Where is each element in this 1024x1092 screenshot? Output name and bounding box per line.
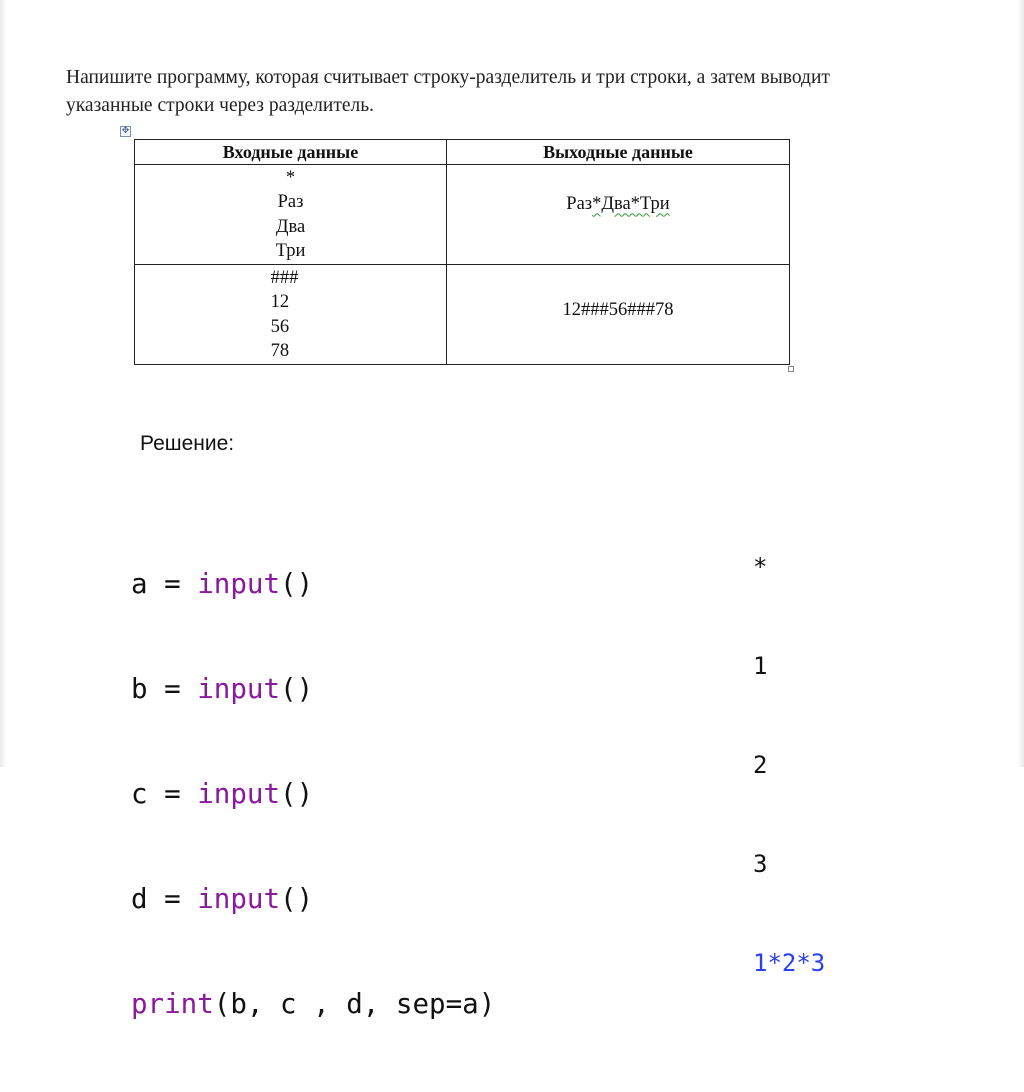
code-line: b = input() <box>131 673 314 705</box>
output-text-part: Раз <box>566 194 593 215</box>
table-resize-handle[interactable] <box>788 366 794 372</box>
input-cell <box>135 165 447 265</box>
console-line: 3 <box>753 850 768 878</box>
output-text: 12###56###78 <box>562 300 674 321</box>
code-block <box>131 497 495 1092</box>
input-line: Два <box>275 216 306 237</box>
header-input: Входные данные <box>135 140 447 165</box>
code-line: print(b, c , d, sep=a) <box>131 988 496 1020</box>
table-header-row <box>135 140 790 165</box>
console-result: 1*2*3 <box>753 949 826 977</box>
output-text-spellcheck: *Два*Три <box>592 194 670 215</box>
slide-edge-right <box>1018 0 1024 767</box>
input-line: Раз <box>277 192 304 212</box>
code-line: a = input() <box>131 568 314 600</box>
header-output: Выходные данные <box>447 140 790 165</box>
output-cell <box>447 165 790 265</box>
output-cell <box>447 265 790 365</box>
move-cross-icon[interactable]: ✥ <box>121 126 130 136</box>
task-description <box>66 64 946 120</box>
task-line-2: указанные строки через разделитель. <box>66 95 375 116</box>
table-row <box>135 265 790 365</box>
table-row <box>135 165 790 265</box>
input-line: ### <box>270 267 299 288</box>
input-line: Три <box>275 241 306 261</box>
input-line: * <box>285 167 296 188</box>
code-line: c = input() <box>131 778 314 810</box>
slide-edge-left <box>0 0 6 767</box>
task-line-1: Напишите программу, которая считывает строку-разделитель и три строки, а затем выводит <box>66 67 830 88</box>
input-cell <box>135 265 447 365</box>
input-line: 12 <box>270 292 290 312</box>
input-line: 78 <box>270 341 290 361</box>
console-line: 2 <box>753 751 768 779</box>
code-line: d = input() <box>131 883 314 915</box>
console-line: * <box>753 553 768 581</box>
console-output <box>753 485 825 1046</box>
console-line: 1 <box>753 652 768 680</box>
input-line: 56 <box>270 316 290 337</box>
io-table <box>134 139 790 365</box>
solution-label: Решение: <box>140 432 235 455</box>
